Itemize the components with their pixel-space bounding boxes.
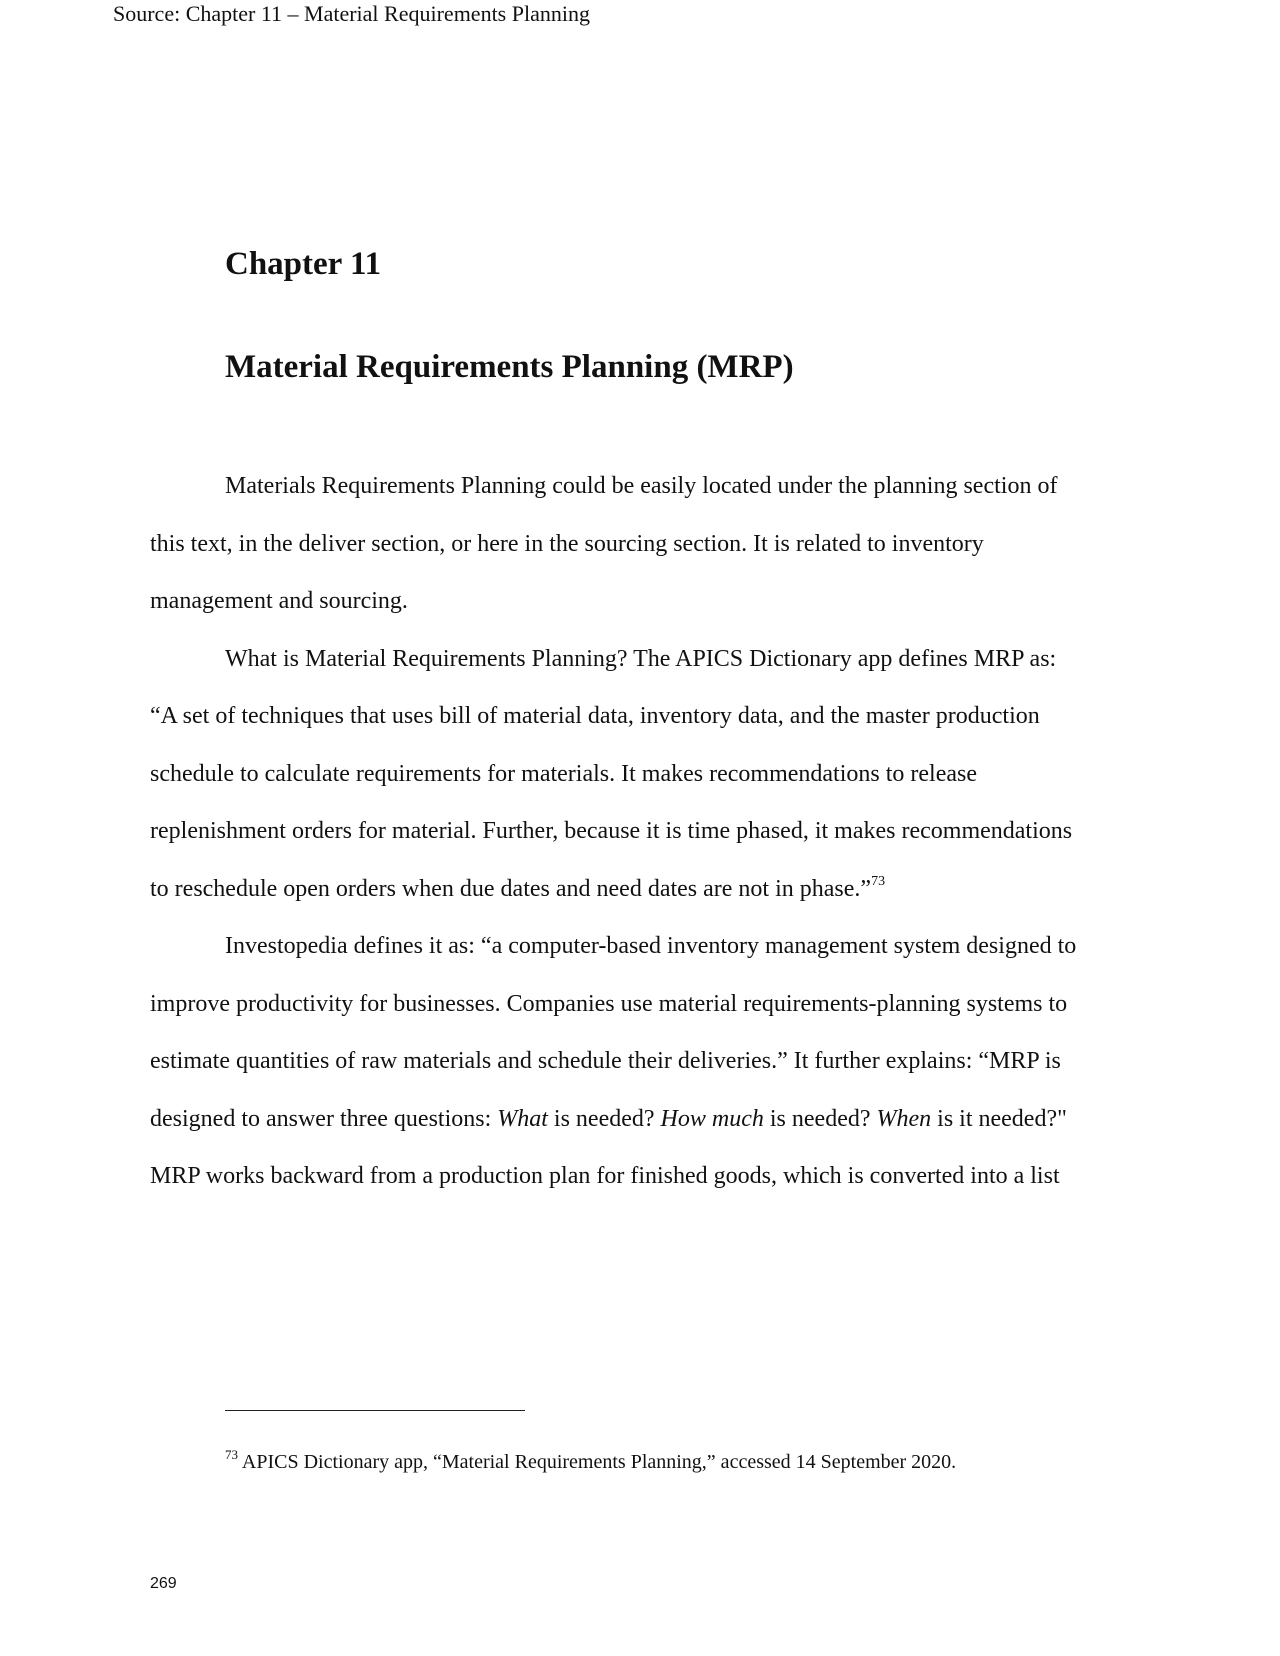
text-line: “A set of techniques that uses bill of material data, inventory data, and the master production — [150, 703, 1040, 729]
footnote — [225, 1449, 956, 1475]
chapter-title: Material Requirements Planning (MRP) — [225, 349, 794, 385]
text-line: designed to answer three questions: What is needed? How much is needed? When is it needed?" — [150, 1105, 1067, 1132]
text-line: this text, in the deliver section, or here in the sourcing section. It is related to inventory — [150, 530, 984, 557]
running-header: Source: Chapter 11 – Material Requirements Planning — [113, 1, 590, 26]
text-line: estimate quantities of raw materials and schedule their deliveries.” It further explains: “MRP is — [150, 1048, 1061, 1074]
text-line: Materials Requirements Planning could be easily located under the planning section of — [225, 473, 1058, 499]
footnote-reference: 73 — [871, 873, 886, 889]
chapter-number: Chapter 11 — [225, 246, 382, 282]
page-number: 269 — [150, 1575, 177, 1592]
footnote-marker: 73 — [225, 1447, 238, 1463]
text-line: replenishment orders for material. Further, because it is time phased, it makes recommendations — [150, 818, 1073, 844]
text-line: schedule to calculate requirements for materials. It makes recommendations to release — [150, 760, 977, 787]
text-line: improve productivity for businesses. Companies use material requirements-planning systems to — [150, 990, 1068, 1017]
footnote-text: APICS Dictionary app, “Material Requirements Planning,” accessed 14 September 2020. — [238, 1451, 957, 1473]
emphasis-what: What — [497, 1105, 548, 1132]
text-line: What is Material Requirements Planning? The APICS Dictionary app defines MRP as: — [225, 645, 1057, 672]
emphasis-when: When — [876, 1105, 932, 1132]
text-line: management and sourcing. — [150, 588, 408, 614]
text-line: to reschedule open orders when due dates and need dates are not in phase.”$^{73}$ — [150, 873, 886, 902]
footnote-separator — [225, 1410, 525, 1411]
emphasis-how-much: How much — [660, 1105, 764, 1132]
body-text — [150, 470, 1150, 1218]
text-line: MRP works backward from a production plan for finished goods, which is converted into a list — [150, 1163, 1060, 1189]
text-line: Investopedia defines it as: “a computer-based inventory management system designed to — [225, 933, 1077, 959]
